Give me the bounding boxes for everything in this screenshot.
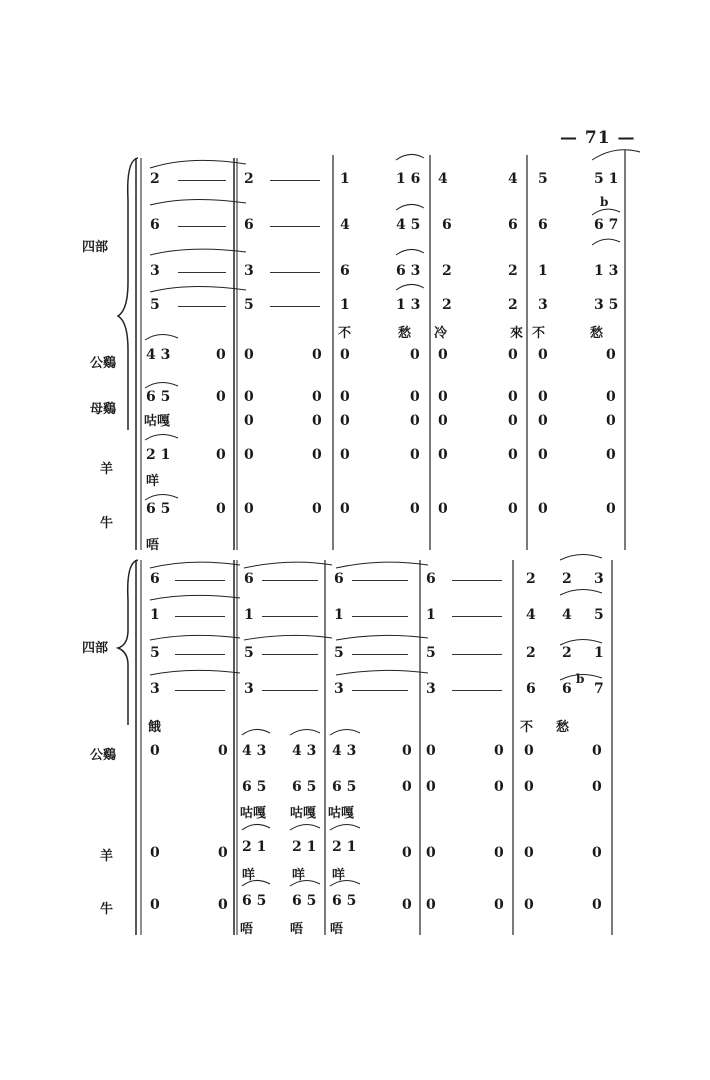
tie-dash [452,580,502,581]
lyric: 唔 [290,922,304,937]
note: 6 5 [242,893,267,909]
lyric: 愁 [398,326,412,341]
rest: 0 [592,779,602,795]
rest: 0 [340,447,350,463]
note: 5 [426,645,436,661]
rest: 0 [402,743,412,759]
rest: 0 [340,501,350,517]
note: 4 3 [146,347,171,363]
rest: 0 [494,845,504,861]
rest: 0 [606,347,616,363]
lyric: 愁 [556,720,570,735]
rest: 0 [426,743,436,759]
rest: 0 [402,845,412,861]
note: 1 [538,263,548,279]
rest: 0 [438,413,448,429]
note: 2 [562,571,572,587]
note: 4 3 [242,743,267,759]
rest: 0 [244,347,254,363]
note: 1 6 [396,171,421,187]
lyric: 不 [532,326,546,341]
tie-dash [262,580,318,581]
rest: 0 [410,347,420,363]
rest: 0 [494,779,504,795]
rest: 0 [592,845,602,861]
tie-dash [175,690,225,691]
note: 4 3 [332,743,357,759]
lyric: 唔 [240,922,254,937]
note: 7 [594,681,604,697]
rest: 0 [216,447,226,463]
note: 6 [562,681,572,697]
rest: 0 [508,501,518,517]
note: 6 [426,571,436,587]
rest: 0 [410,389,420,405]
rest: 0 [508,413,518,429]
lyric: 冷 [434,326,448,341]
note: 6 [340,263,350,279]
note: 2 1 [332,839,357,855]
label-sheep: 羊 [100,849,114,864]
rest: 0 [410,413,420,429]
lyric: 咕嘎 [290,806,317,821]
note: 2 [526,571,536,587]
note: 2 1 [292,839,317,855]
note: 4 5 [396,217,421,233]
rest: 0 [244,501,254,517]
lyric: 不 [520,720,534,735]
tie-dash [262,654,318,655]
note: 6 5 [242,779,267,795]
note: 3 [150,681,160,697]
note: 6 [150,217,160,233]
note: 5 1 [594,171,619,187]
rest: 0 [494,743,504,759]
note: 6 [442,217,452,233]
note: 4 [340,217,350,233]
note: 6 [334,571,344,587]
rest: 0 [216,347,226,363]
note: 6 5 [332,893,357,909]
tie-dash [352,616,408,617]
lyric: 咕嘎 [144,414,171,429]
lyric: 愁 [590,326,604,341]
rest: 0 [312,347,322,363]
note: 1 [426,607,436,623]
rest: 0 [524,845,534,861]
note: 2 1 [146,447,171,463]
lyric: 咕嘎 [240,806,267,821]
rest: 0 [438,447,448,463]
tie-dash [452,654,502,655]
label-four-parts: 四部 [82,641,109,656]
lyric: 來 [510,326,524,341]
note: 6 [526,681,536,697]
rest: 0 [538,413,548,429]
note: 6 5 [332,779,357,795]
note: 4 3 [292,743,317,759]
note: 3 [426,681,436,697]
rest: 0 [524,779,534,795]
note: 2 [442,297,452,313]
lyric: 唔 [330,922,344,937]
note: 3 [334,681,344,697]
note: 6 [538,217,548,233]
label-four-parts: 四部 [82,240,109,255]
note: 4 [438,171,448,187]
rest: 0 [592,897,602,913]
tie-dash [175,654,225,655]
rest: 0 [312,413,322,429]
rest: 0 [508,347,518,363]
note: 6 3 [396,263,421,279]
note: 6 [244,217,254,233]
note: 5 [150,645,160,661]
note: 1 [150,607,160,623]
rest: 0 [524,743,534,759]
note: 2 [508,297,518,313]
rest: 0 [312,447,322,463]
flat-mark: b [600,195,609,209]
lyric: 咩 [332,868,346,883]
rest: 0 [340,413,350,429]
note: 4 [562,607,572,623]
rest: 0 [218,897,228,913]
note: 6 5 [292,893,317,909]
rest: 0 [538,347,548,363]
note: 6 5 [146,501,171,517]
note: 3 [538,297,548,313]
tie-dash [262,690,318,691]
note: 2 [150,171,160,187]
note: 2 [562,645,572,661]
rest: 0 [410,501,420,517]
tie-dash [262,616,318,617]
rest: 0 [438,347,448,363]
rest: 0 [426,845,436,861]
note: 1 [340,171,350,187]
page-number: — 71 — [560,128,636,148]
note: 3 [244,681,254,697]
rest: 0 [426,779,436,795]
rest: 0 [312,389,322,405]
tie-dash [452,616,502,617]
lyric: 咩 [242,868,256,883]
rest: 0 [216,389,226,405]
tie-dash [352,580,408,581]
rest: 0 [312,501,322,517]
rest: 0 [340,389,350,405]
note: 4 [508,171,518,187]
note: 2 [244,171,254,187]
note: 5 [538,171,548,187]
note: 1 [244,607,254,623]
lyric: 咕嘎 [328,806,355,821]
rest: 0 [508,389,518,405]
rest: 0 [438,389,448,405]
note: 2 1 [242,839,267,855]
rest: 0 [606,389,616,405]
flat-mark: b [576,672,585,686]
note: 1 [340,297,350,313]
rest: 0 [524,897,534,913]
label-cow: 牛 [100,902,114,917]
note: 6 [508,217,518,233]
note: 1 [594,645,604,661]
note: 6 5 [292,779,317,795]
note: 3 [244,263,254,279]
rest: 0 [592,743,602,759]
rest: 0 [244,447,254,463]
rest: 0 [244,389,254,405]
note: 5 [244,645,254,661]
lyric: 咩 [292,868,306,883]
tie-dash [452,690,502,691]
rest: 0 [340,347,350,363]
rest: 0 [218,743,228,759]
note: 2 [442,263,452,279]
rest: 0 [216,501,226,517]
label-sheep: 羊 [100,462,114,477]
note: 5 [244,297,254,313]
note: 5 [150,297,160,313]
note: 1 3 [594,263,619,279]
tie-dash [175,616,225,617]
rest: 0 [150,897,160,913]
note: 3 [150,263,160,279]
lyric: 咩 [146,474,160,489]
rest: 0 [606,413,616,429]
rest: 0 [218,845,228,861]
lyric: 餓 [148,720,162,735]
rest: 0 [538,447,548,463]
note: 6 7 [594,217,619,233]
note: 3 [594,571,604,587]
tie-dash [352,654,408,655]
label-cow: 牛 [100,516,114,531]
rest: 0 [150,845,160,861]
note: 6 [150,571,160,587]
rest: 0 [494,897,504,913]
label-hen: 母鷄 [90,402,117,417]
tie-dash [175,580,225,581]
label-rooster: 公鷄 [90,356,117,371]
rest: 0 [508,447,518,463]
rest: 0 [402,897,412,913]
lyric: 不 [338,326,352,341]
note: 6 5 [146,389,171,405]
rest: 0 [426,897,436,913]
rest: 0 [606,501,616,517]
tie-dash [352,690,408,691]
rest: 0 [150,743,160,759]
note: 3 5 [594,297,619,313]
label-rooster: 公鷄 [90,748,117,763]
note: 5 [334,645,344,661]
note: 1 3 [396,297,421,313]
rest: 0 [438,501,448,517]
rest: 0 [244,413,254,429]
rest: 0 [538,389,548,405]
note: 2 [508,263,518,279]
rest: 0 [410,447,420,463]
note: 2 [526,645,536,661]
rest: 0 [538,501,548,517]
note: 1 [334,607,344,623]
lyric: 唔 [146,538,160,553]
rest: 0 [402,779,412,795]
note: 6 [244,571,254,587]
note: 4 [526,607,536,623]
rest: 0 [606,447,616,463]
note: 5 [594,607,604,623]
